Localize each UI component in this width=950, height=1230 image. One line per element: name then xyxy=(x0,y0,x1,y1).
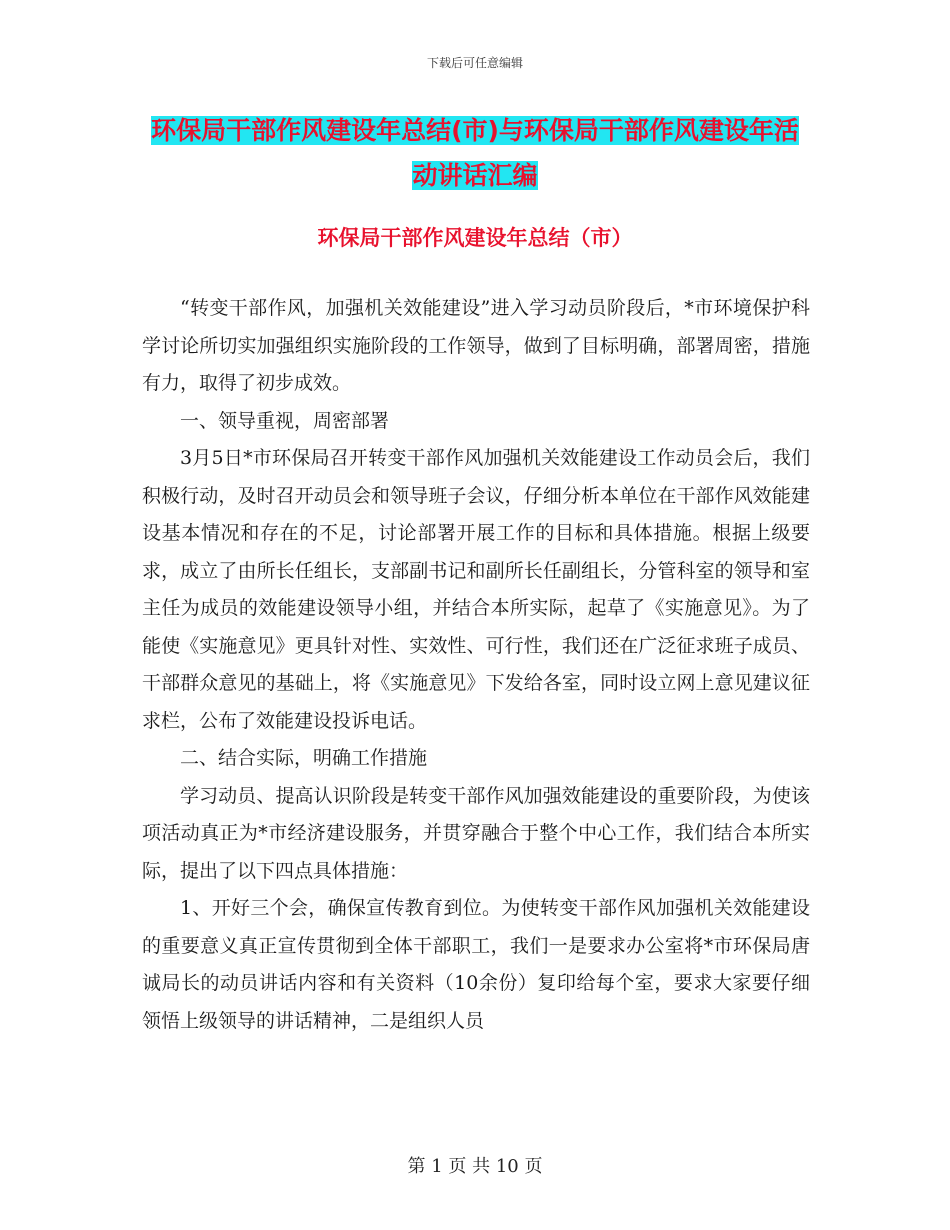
heading-one: 一、领导重视，周密部署 xyxy=(180,409,390,432)
paragraph-three: 1、开好三个会，确保宣传教育到位。为使转变干部作风加强机关效能建设的重要意义真正宣传贯彻到全体干部职工，我们一是要求办公室将*市环保局唐诚局长的动员讲话内容和有关资料（10余份）复印给每个室，要求大家要仔细领悟上级领导的讲话精神，二是组织人员 xyxy=(142,897,810,1032)
section-title: 环保局干部作风建设年总结（市） xyxy=(317,226,633,250)
paragraph-two: 学习动员、提高认识阶段是转变干部作风加强效能建设的重要阶段，为使该项活动真正为*市经济建设服务，并贯穿融合于整个中心工作，我们结合本所实际，提出了以下四点具体措施： xyxy=(142,784,810,882)
body-text xyxy=(142,290,810,1040)
header-note: 下载后可任意编辑 xyxy=(426,56,523,70)
document-title-text: 环保局干部作风建设年总结(市)与环保局干部作风建设年活动讲话汇编 xyxy=(151,116,799,190)
page-footer: 第 1 页 共 10 页 xyxy=(407,1156,543,1177)
heading-two: 二、结合实际，明确工作措施 xyxy=(180,747,428,769)
paragraph-one: 3月5日*市环保局召开转变干部作风加强机关效能建设工作动员会后，我们积极行动，及时召开动员会和领导班子会议，仔细分析本单位在干部作风效能建设基本情况和存在的不足，讨论部署开展工作的目标和具体措施。根据上级要求，成立了由所长任组长，支部副书记和副所长任副组长，分管科室的领导和室主任为成员的效能建设领导小组，并结合本所实际，起草了《实施意见》。为了能使《实施意见》更具针对性、实效性、可行性，我们还在广泛征求班子成员、干部群众意见的基础上，将《实施意见》下发给各室，同时设立网上意见建议征求栏，公布了效能建设投诉电话。 xyxy=(142,447,810,732)
intro-paragraph: “转变干部作风，加强机关效能建设”进入学习动员阶段后，*市环境保护科学讨论所切实加强组织实施阶段的工作领导，做到了目标明确，部署周密，措施有力，取得了初步成效。 xyxy=(142,297,810,394)
document-title xyxy=(140,108,810,198)
